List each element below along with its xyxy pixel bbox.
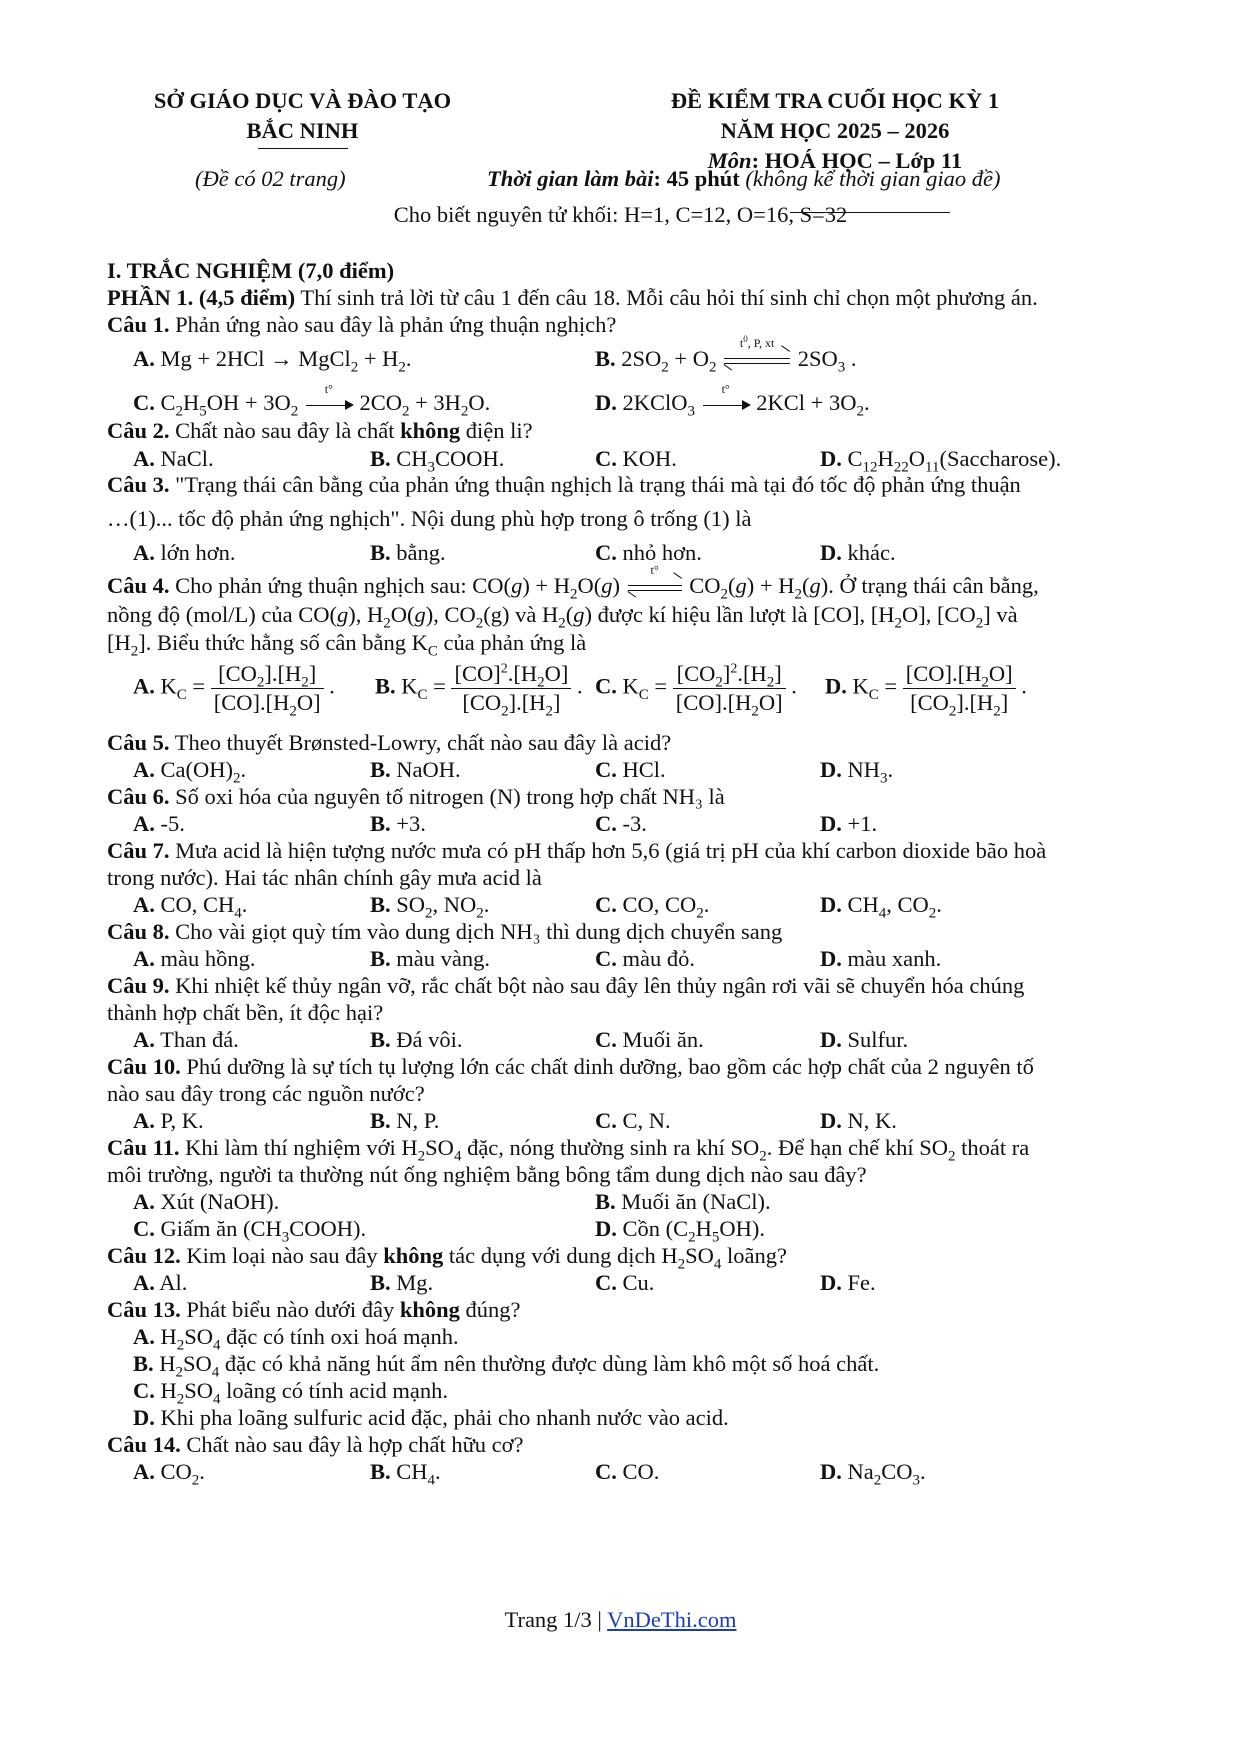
q1-option-b: B. $2SO_2 + O_2$ $t^0$, P, xt $2SO_3$ . xyxy=(595,333,857,376)
q10-option-a: A. P, K. xyxy=(133,1108,204,1133)
q1-option-c: C. $C_2H_5OH + 3O_2$ t° $2CO_2 + 3H_2O$. xyxy=(133,381,491,420)
q13-option-d: D. Khi pha loãng sulfuric acid đặc, phải cho nhanh nước vào acid. xyxy=(133,1405,729,1430)
question-4-line2: nồng độ (mol/L) của CO(g), $H_2O(g)$, $CO_2(g)$ và $H_2(g)$ được kí hiệu lần lượt là [CO], $[H_2O]$, $[CO_2]$ và xyxy=(107,602,1018,632)
question-3-line2: …(1)... tốc độ phản ứng nghịch". Nội dung phù hợp trong ô trống (1) là xyxy=(107,506,752,531)
q4-option-d: D. $K_C$ = $\frac{[CO].[H_2O]}{[CO_2].[H_2]}$ . xyxy=(825,661,1027,720)
q14-option-b: B. $CH_4$. xyxy=(370,1459,441,1489)
part-instructions: PHẦN 1. (4,5 điểm) Thí sinh trả lời từ câu 1 đến câu 18. Mỗi câu hỏi thí sinh chỉ chọn một phương án. xyxy=(107,285,1038,310)
question-11: Câu 11. Khi làm thí nghiệm với $H_2SO_4$ đặc, nóng thường sinh ra khí $SO_2$. Để hạn chế khí $SO_2$ thoát ra xyxy=(107,1135,1030,1165)
q2-option-d: D. $C_{12}H_{22}O_{11}(Saccharose)$. xyxy=(820,446,1062,476)
q8-option-b: B. màu vàng. xyxy=(370,946,490,971)
question-14: Câu 14. Chất nào sau đây là hợp chất hữu cơ? xyxy=(107,1432,524,1457)
equilibrium-arrow-icon: t° xyxy=(626,576,684,600)
q8-option-c: C. màu đỏ. xyxy=(595,946,695,971)
q9-option-c: C. Muối ăn. xyxy=(595,1027,704,1052)
q4-option-b: B. $K_C$ = $\frac{[CO]^2.[H_2O]}{[CO_2].[H_2]}$ . xyxy=(375,661,583,720)
q6-option-b: B. +3. xyxy=(370,811,426,836)
q14-option-a: A. $CO_2$. xyxy=(133,1459,205,1489)
q3-option-c: C. nhỏ hơn. xyxy=(595,540,702,565)
q12-option-d: D. Fe. xyxy=(820,1270,876,1295)
q8-option-a: A. màu hồng. xyxy=(133,946,256,971)
page-number: Trang 1/3 | xyxy=(504,1607,608,1632)
department-name: SỞ GIÁO DỤC VÀ ĐÀO TẠO xyxy=(153,88,452,113)
school-year: NĂM HỌC 2025 – 2026 xyxy=(720,118,950,143)
page-count-note: (Đề có 02 trang) xyxy=(195,166,346,191)
section-title: I. TRẮC NGHIỆM (7,0 điểm) xyxy=(107,258,395,283)
question-4: Câu 4. Cho phản ứng thuận nghịch sau: $CO(g) + H_2O(g)$ t° $CO_2(g) + H_2(g)$. Ở trạng thái cân bằng, xyxy=(107,562,1039,603)
question-2: Câu 2. Chất nào sau đây là chất không điện li? xyxy=(107,418,533,443)
q11-option-b: B. Muối ăn (NaCl). xyxy=(595,1189,771,1214)
question-7-line2: trong nước). Hai tác nhân chính gây mưa acid là xyxy=(107,865,542,890)
q5-option-b: B. NaOH. xyxy=(370,757,461,782)
q7-option-b: B. $SO_2$, $NO_2$. xyxy=(370,892,490,922)
q11-option-d: D. Cồn $(C_2H_5OH)$. xyxy=(595,1216,766,1246)
site-link[interactable]: VnDeThi.com xyxy=(607,1607,737,1632)
q10-option-c: C. C, N. xyxy=(595,1108,671,1133)
q10-option-b: B. N, P. xyxy=(370,1108,440,1133)
equilibrium-arrow-icon: $t^0$, P, xt xyxy=(722,349,792,373)
q3-option-b: B. bằng. xyxy=(370,540,446,565)
q14-option-d: D. $Na_2CO_3$. xyxy=(820,1459,926,1489)
q12-option-b: B. Mg. xyxy=(370,1270,434,1295)
question-5: Câu 5. Theo thuyết Brønsted-Lowry, chất nào sau đây là acid? xyxy=(107,730,672,755)
question-10-line2: nào sau đây trong các nguồn nước? xyxy=(107,1081,425,1106)
question-11-line2: môi trường, người ta thường nút ống nghiệm bằng bông tẩm dung dịch nào sau đây? xyxy=(107,1162,867,1187)
q11-option-c: C. Giấm ăn $(CH_3COOH)$. xyxy=(133,1216,367,1246)
q4-option-a: A. $K_C$ = $\frac{[CO_2].[H_2]}{[CO].[H_2O]}$ . xyxy=(133,661,335,720)
reaction-arrow-icon: t° xyxy=(304,393,354,417)
q13-option-b: B. $H_2SO_4$ đặc có khả năng hút ẩm nên thường được dùng làm khô một số hoá chất. xyxy=(133,1351,880,1381)
exam-title: ĐỀ KIỂM TRA CUỐI HỌC KỲ 1 xyxy=(670,88,1000,113)
time-line: Thời gian làm bài: 45 phút (không kể thời gian giao đề) xyxy=(487,166,1001,191)
q5-option-d: D. $NH_3$. xyxy=(820,757,894,787)
q6-option-a: A. -5. xyxy=(133,811,185,836)
q13-option-c: C. $H_2SO_4$ loãng có tính acid mạnh. xyxy=(133,1378,448,1408)
q1-option-d: D. 2KClO$_3$ t° $2KCl + 3O_2$. xyxy=(595,381,870,420)
q10-option-d: D. N, K. xyxy=(820,1108,897,1133)
q2-option-b: B. $CH_3COOH$. xyxy=(370,446,505,476)
q4-option-c: C. $K_C$ = $\frac{[CO_2]^2.[H_2]}{[CO].[H_2O]}$ . xyxy=(595,661,797,720)
atomic-masses: Cho biết nguyên tử khối: H=1, C=12, O=16, S=32 xyxy=(393,202,848,227)
question-9-line2: thành hợp chất bền, ít độc hại? xyxy=(107,1000,384,1025)
q12-option-c: C. Cu. xyxy=(595,1270,655,1295)
q7-option-d: D. $CH_4$, $CO_2$. xyxy=(820,892,942,922)
q13-option-a: A. $H_2SO_4$ đặc có tính oxi hoá mạnh. xyxy=(133,1324,459,1354)
question-7: Câu 7. Mưa acid là hiện tượng nước mưa có pH thấp hơn 5,6 (giá trị pH của khí carbon dioxide bão hoà xyxy=(107,838,1047,863)
q6-option-c: C. -3. xyxy=(595,811,647,836)
q5-option-c: C. HCl. xyxy=(595,757,666,782)
header-divider xyxy=(258,148,348,149)
province-name: BẮC NINH xyxy=(246,118,359,143)
question-13: Câu 13. Phát biểu nào dưới đây không đúng? xyxy=(107,1297,521,1322)
q2-option-a: A. NaCl. xyxy=(133,446,214,471)
q9-option-d: D. Sulfur. xyxy=(820,1027,909,1052)
question-6: Câu 6. Số oxi hóa của nguyên tố nitrogen (N) trong hợp chất NH₃ là xyxy=(107,784,725,809)
q14-option-c: C. CO. xyxy=(595,1459,660,1484)
q7-option-c: C. CO, $CO_2$. xyxy=(595,892,710,922)
q12-option-a: A. Al. xyxy=(133,1270,188,1295)
question-1: Câu 1. Phản ứng nào sau đây là phản ứng thuận nghịch? xyxy=(107,312,617,337)
header-left xyxy=(105,86,500,149)
q3-option-a: A. lớn hơn. xyxy=(133,540,236,565)
question-9: Câu 9. Khi nhiệt kế thủy ngân vỡ, rắc chất bột nào sau đây lên thủy ngân rơi vãi sẽ chuyển hóa chúng xyxy=(107,973,1025,998)
q9-option-b: B. Đá vôi. xyxy=(370,1027,463,1052)
q5-option-a: A. $Ca(OH)_2$. xyxy=(133,757,247,787)
question-10: Câu 10. Phú dưỡng là sự tích tụ lượng lớn các chất dinh dưỡng, bao gồm các hợp chất của 2 nguyên tố xyxy=(107,1054,1034,1079)
page-footer xyxy=(0,1605,1241,1635)
question-8: Câu 8. Cho vài giọt quỳ tím vào dung dịch NH₃ thì dung dịch chuyển sang xyxy=(107,919,783,944)
reaction-arrow-icon: t° xyxy=(701,393,751,417)
q8-option-d: D. màu xanh. xyxy=(820,946,942,971)
q11-option-a: A. Xút (NaOH). xyxy=(133,1189,280,1214)
q9-option-a: A. Than đá. xyxy=(133,1027,239,1052)
q7-option-a: A. CO, $CH_4$. xyxy=(133,892,248,922)
q6-option-d: D. +1. xyxy=(820,811,878,836)
question-4-line3: $[H_2]$. Biểu thức hằng số cân bằng $K_C$ của phản ứng là xyxy=(107,630,587,660)
q1-option-a: A. Mg + 2HCl → MgCl$_2$ + $H_2$. xyxy=(133,346,412,376)
header-right xyxy=(555,86,1115,176)
subject-line: Môn: HOÁ HỌC – Lớp 11 xyxy=(707,148,963,173)
q2-option-c: C. KOH. xyxy=(595,446,677,471)
question-3: Câu 3. "Trạng thái cân bằng của phản ứng thuận nghịch là trạng thái mà tại đó tốc độ phản ứng thuận xyxy=(107,472,1021,497)
question-12: Câu 12. Kim loại nào sau đây không tác dụng với dung dịch $H_2SO_4$ loãng? xyxy=(107,1243,788,1273)
q3-option-d: D. khác. xyxy=(820,540,896,565)
